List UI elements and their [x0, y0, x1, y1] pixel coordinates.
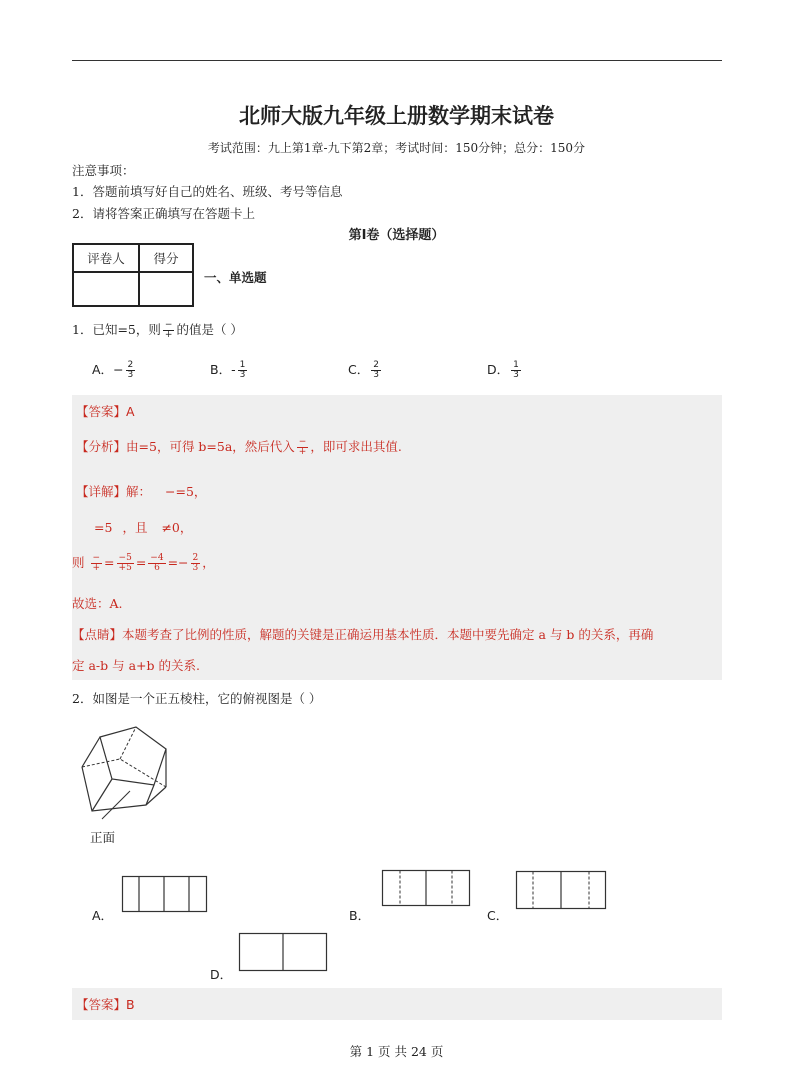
q1-analysis-frac-num: − — [298, 436, 307, 447]
q2-stem: 2．如图是一个正五棱柱，它的俯视图是（ ） — [72, 691, 322, 706]
q1-line3-eq1: = — [104, 555, 115, 570]
q1-frac-num: − — [164, 319, 173, 330]
q2-option-d-figure — [239, 933, 329, 973]
q1-option-d-label: D． — [487, 362, 510, 377]
q1-option-a[interactable] — [92, 360, 137, 380]
q1-line3-f2-num: −5 — [118, 552, 132, 563]
q1-option-c-label: C． — [348, 362, 370, 377]
q1-line3-end: ， — [202, 555, 215, 570]
q1-option-d-num: 1 — [513, 359, 519, 370]
q2-option-a[interactable]: A． — [92, 908, 114, 923]
q1-option-b-den: 3 — [239, 370, 246, 380]
q1-option-a-sign: − — [113, 362, 124, 377]
note-item-2: 2．请将答案正确填写在答题卡上 — [72, 206, 255, 221]
q1-line3-f4-num: 2 — [192, 552, 199, 563]
q1-comment-1: 【点睛】本题考查了比例的性质，解题的关键是正确运用基本性质．本题中要先确定 a 与 b 的关系，再确 — [72, 627, 654, 642]
q1-frac-den: + — [164, 330, 173, 340]
q1-stem-c: 的值是（ ） — [176, 322, 243, 337]
score-table-header-score: 得分 — [139, 244, 193, 272]
q1-analysis-frac-den: + — [298, 447, 307, 457]
q1-line3-f3-num: −4 — [150, 552, 164, 563]
q1-analysis-a: 【分析】由 — [76, 439, 139, 454]
page-title: 北师大版九年级上册数学期末试卷 — [239, 104, 554, 128]
front-view-label: 正面 — [90, 830, 116, 845]
q2-option-b[interactable]: B． — [349, 908, 371, 923]
q1-option-d[interactable] — [487, 360, 523, 380]
notes-heading: 注意事项： — [72, 163, 135, 178]
q1-line3-f1-den: + — [92, 563, 101, 573]
q2-option-b-figure — [382, 870, 472, 908]
q1-option-d-den: 3 — [513, 370, 519, 380]
section-name: 一、单选题 — [204, 270, 267, 285]
q1-option-a-den: 3 — [127, 370, 134, 380]
q1-option-c-den: 3 — [373, 370, 379, 380]
grader-cell — [73, 272, 139, 306]
q1-line2-a: =5 — [94, 520, 113, 535]
q1-detail-3 — [72, 553, 215, 573]
exam-info: 考试范围：九上第1章-九下第2章；考试时间：150分钟；总分：150分 — [207, 141, 586, 155]
q2-answer: 【答案】B — [76, 997, 135, 1012]
q1-option-c[interactable] — [348, 360, 383, 380]
q1-answer: 【答案】A — [76, 404, 135, 419]
pentagonal-prism-figure — [80, 725, 180, 820]
q1-line3-eq2: = — [135, 555, 147, 570]
q1-analysis — [76, 437, 402, 457]
score-cell — [139, 272, 193, 306]
volume-title: 第I卷（选择题） — [348, 228, 445, 243]
q1-detail-a: 【详解】解： — [76, 484, 152, 499]
q1-detail-2 — [94, 518, 192, 536]
q2-answer-box — [72, 988, 722, 1020]
q1-option-b[interactable] — [210, 360, 249, 380]
q1-analysis-b: =5，可得 b=5a，然后代入 — [138, 439, 295, 454]
q1-stem-a: 1．已知 — [72, 322, 118, 337]
q1-option-b-label: B． — [210, 362, 232, 377]
note-item-1: 1．答题前填写好自己的姓名、班级、考号等信息 — [72, 184, 343, 199]
q1-option-b-sign: - — [231, 362, 236, 377]
q1-line3-f3-den: 6 — [154, 563, 160, 573]
q1-detail-b: −=5， — [165, 484, 207, 499]
q1-detail-1 — [76, 482, 206, 500]
q2-option-c-figure — [516, 871, 608, 911]
q1-choice: 故选：A. — [72, 596, 123, 611]
q1-line3-f1-num: − — [92, 552, 101, 563]
q1-stem-b: =5，则 — [117, 322, 161, 337]
q1-line2-c: ≠0， — [161, 520, 193, 535]
q1-option-b-num: 1 — [239, 359, 246, 370]
q1-line3-f4-den: 3 — [192, 563, 199, 573]
q2-option-a-figure — [122, 876, 208, 914]
q1-line3-f2-den: +5 — [118, 563, 132, 573]
q1-option-a-label: A． — [92, 362, 114, 377]
q1-stem-fraction — [163, 321, 175, 341]
q1-line2-b: ，且 — [122, 520, 148, 535]
q1-option-c-num: 2 — [373, 359, 379, 370]
score-table — [72, 243, 194, 307]
q2-option-d[interactable]: D． — [210, 967, 233, 982]
page-footer: 第 1 页 共 24 页 — [349, 1044, 444, 1059]
q1-stem — [72, 320, 243, 340]
q1-comment-2: 定 a-b 与 a+b 的关系. — [72, 658, 200, 673]
q1-line3-eq3: =− — [167, 555, 189, 570]
header-rule — [72, 60, 722, 61]
score-table-header-grader: 评卷人 — [73, 244, 139, 272]
q1-option-a-num: 2 — [127, 359, 134, 370]
q1-analysis-c: ，即可求出其值. — [310, 439, 402, 454]
q2-option-c[interactable]: C． — [487, 908, 509, 923]
q1-line3-prefix: 则 — [72, 555, 85, 570]
